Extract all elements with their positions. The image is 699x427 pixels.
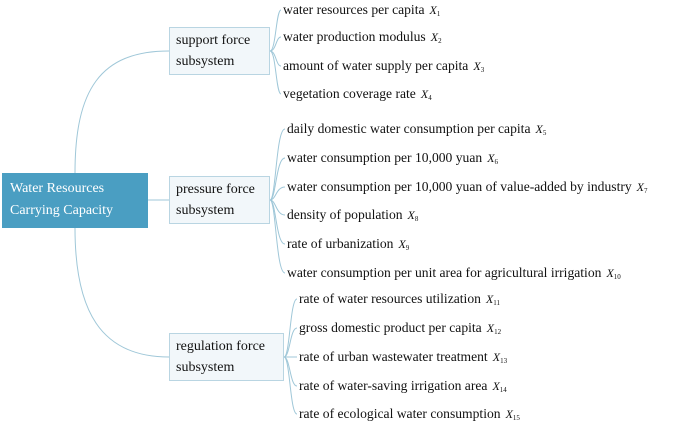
indicator-text: rate of water resources utilization [299,291,481,306]
indicator-text: density of population [287,207,403,222]
indicator-text: rate of urbanization [287,236,394,251]
indicator-x8 [287,206,418,228]
indicator-x2 [283,28,442,50]
indicator-variable: $X_1$ [429,3,441,18]
indicator-variable: $X_7$ [636,180,648,195]
subsystem-label-line2: subsystem [176,54,235,69]
indicator-text: water production modulus [283,29,426,44]
indicator-x10 [287,264,621,286]
root-label-line2: Carrying Capacity [10,203,114,218]
indicator-x14 [299,377,507,399]
indicator-variable: $X_9$ [398,237,410,252]
indicator-text: rate of urban wastewater treatment [299,349,488,364]
indicator-x7 [287,178,648,200]
subsystem-label-line1: support force [176,33,251,48]
indicator-x12 [299,319,501,341]
indicator-text: rate of ecological water consumption [299,406,501,421]
indicator-variable: $X_{11}$ [485,292,501,307]
indicator-text: water consumption per 10,000 yuan of value-added by industry [287,179,632,194]
subsystem-pressure-force [169,176,270,224]
indicator-variable: $X_{13}$ [492,350,508,365]
indicator-text: rate of water-saving irrigation area [299,378,488,393]
connector-subsystem2-indicator6 [270,200,285,273]
connector-subsystem3-indicator1 [284,299,297,357]
indicator-x4 [283,85,432,107]
root-node-water-resources-carrying-capacity [2,173,148,228]
indicator-text: amount of water supply per capita [283,58,469,73]
connector-root-support [75,51,169,173]
subsystem-label-line1: pressure force [176,182,255,197]
subsystem-label-line1: regulation force [176,339,266,354]
indicator-text: gross domestic product per capita [299,320,482,335]
indicator-text: water consumption per unit area for agricultural irrigation [287,265,602,280]
connector-root-regulation [75,228,169,357]
indicator-x3 [283,57,484,79]
indicator-x1 [283,1,440,23]
subsystem-label-line2: subsystem [176,203,235,218]
indicator-x6 [287,149,498,171]
indicator-x13 [299,348,507,370]
indicator-text: daily domestic water consumption per capita [287,121,531,136]
indicator-variable: $X_{15}$ [505,407,520,422]
indicator-variable: $X_{12}$ [486,321,502,336]
indicator-variable: $X_8$ [407,208,419,223]
indicator-text: water consumption per 10,000 yuan [287,150,483,165]
root-label-line1: Water Resources [10,181,105,196]
indicator-variable: $X_2$ [430,30,442,45]
subsystem-regulation-force [169,333,284,381]
subsystem-support-force [169,27,270,75]
indicator-x5 [287,120,546,142]
indicator-x11 [299,290,500,312]
indicator-variable: $X_6$ [487,151,499,166]
indicator-text: water resources per capita [283,2,425,17]
indicator-variable: $X_{10}$ [606,266,621,281]
indicator-variable: $X_5$ [535,122,547,137]
connector-subsystem2-indicator1 [270,129,285,200]
indicator-x9 [287,235,409,257]
indicator-variable: $X_4$ [420,87,432,102]
indicator-variable: $X_3$ [473,59,485,74]
indicator-text: vegetation coverage rate [283,86,416,101]
subsystem-label-line2: subsystem [176,360,235,375]
indicator-variable: $X_{14}$ [492,379,507,394]
